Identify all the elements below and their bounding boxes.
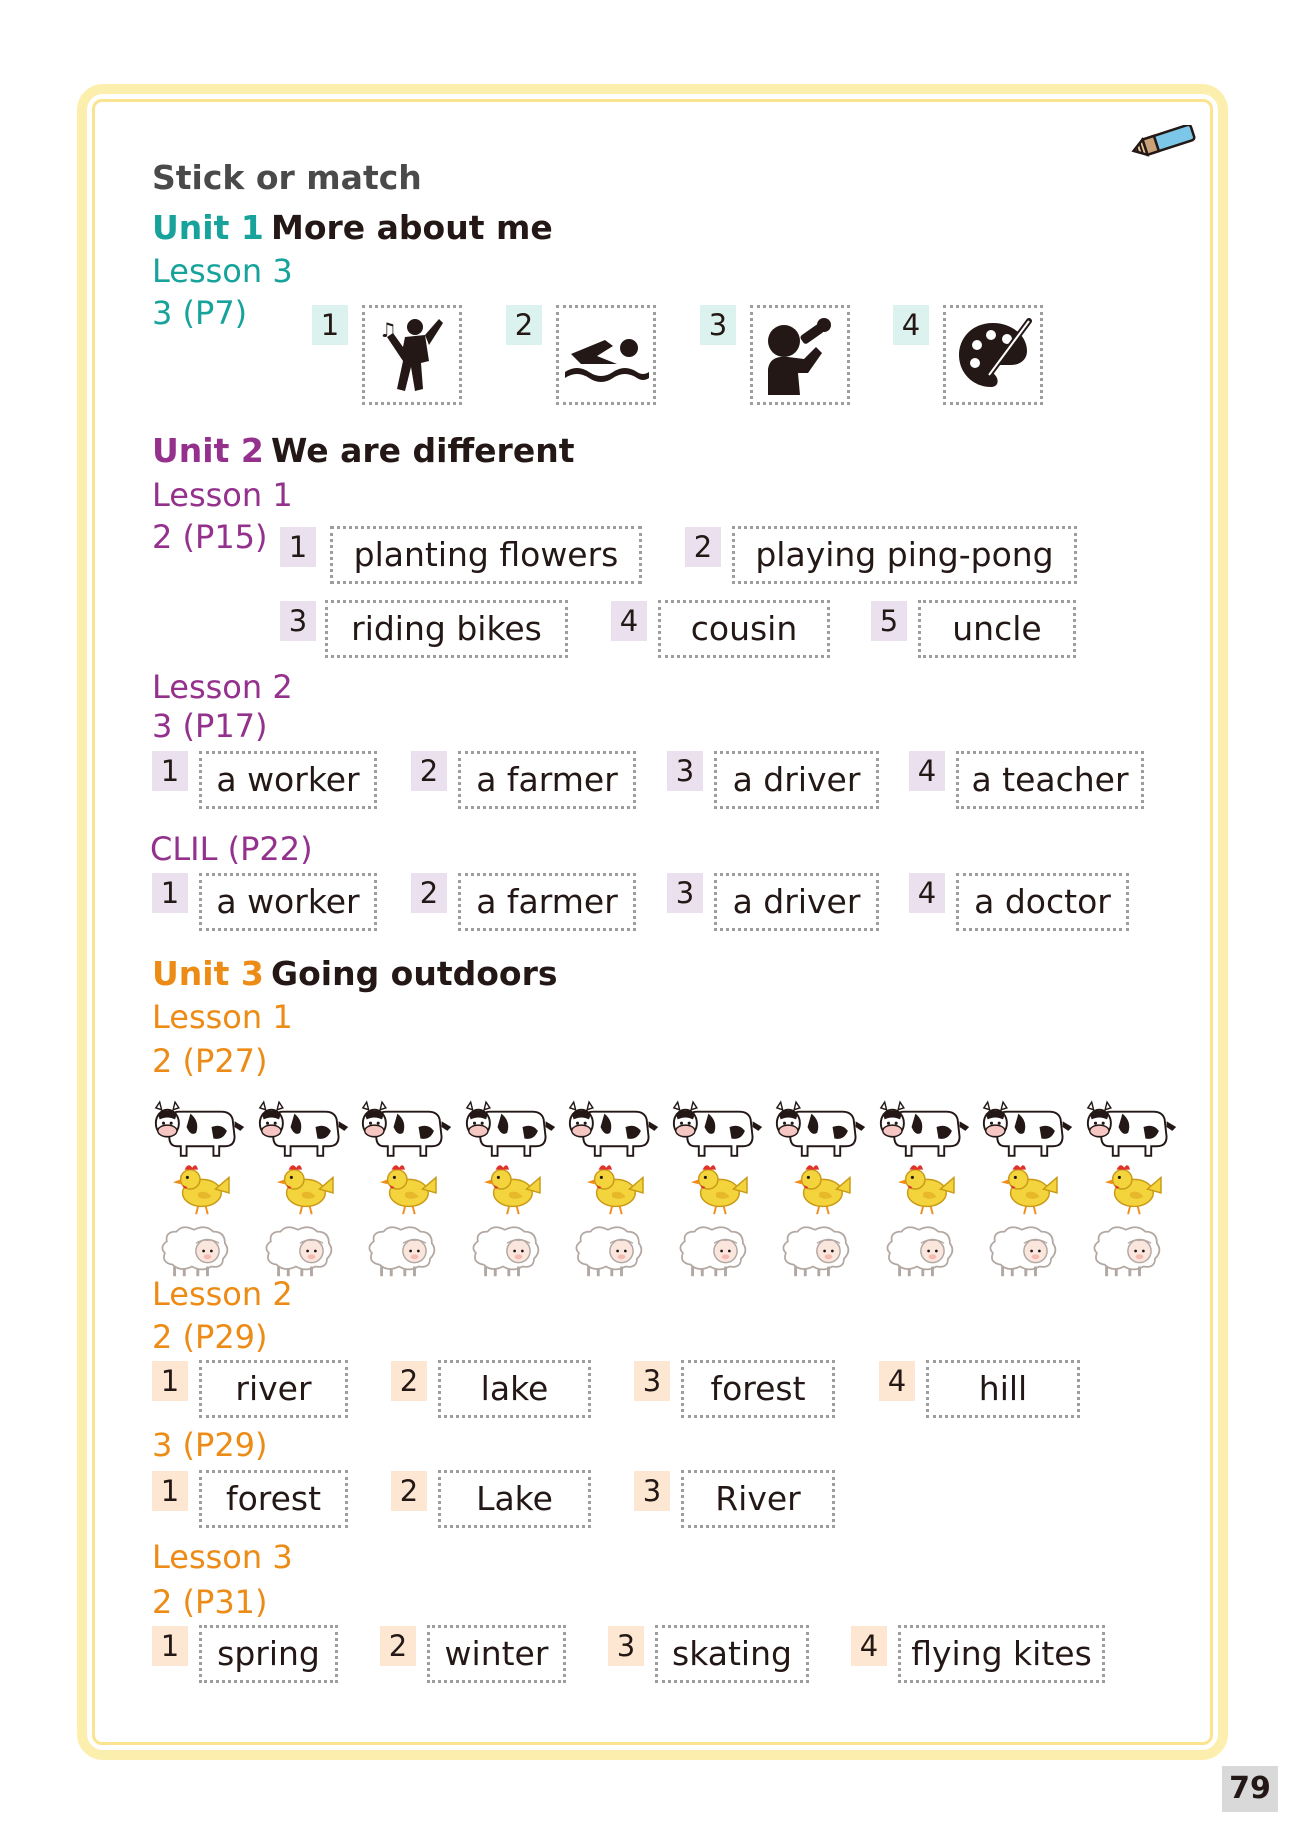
cow-icon[interactable] [152, 1096, 248, 1160]
sticker-slot-4[interactable] [943, 305, 1043, 405]
sheep-icon[interactable] [773, 1222, 853, 1282]
unit3-title: Going outdoors [271, 954, 558, 993]
item-number: 4 [851, 1626, 887, 1666]
item-number: 4 [893, 305, 929, 345]
answer-box[interactable]: river [199, 1360, 348, 1418]
item-number: 4 [879, 1361, 915, 1401]
unit2-label: Unit 2 [152, 431, 264, 470]
unit3-lesson2: Lesson 2 [152, 1275, 293, 1313]
item-number: 1 [152, 751, 188, 791]
page-number: 79 [1222, 1766, 1278, 1812]
item-number: 2 [411, 751, 447, 791]
unit2-clil: CLIL (P22) [150, 830, 313, 868]
unit3-lesson1: Lesson 1 [152, 998, 293, 1036]
hen-icon[interactable] [164, 1160, 234, 1220]
hen-icon[interactable] [785, 1160, 855, 1220]
answer-box[interactable]: uncle [918, 600, 1076, 658]
unit3-exercise4: 2 (P31) [152, 1583, 268, 1621]
painting-icon [953, 315, 1033, 395]
item-number: 2 [685, 527, 721, 567]
unit1-title: More about me [271, 208, 553, 247]
item-number: 2 [411, 873, 447, 913]
answer-box[interactable]: hill [926, 1360, 1080, 1418]
unit1-exercise: 3 (P7) [152, 294, 248, 332]
answer-box[interactable]: cousin [658, 600, 830, 658]
sheep-icon[interactable] [980, 1222, 1060, 1282]
cow-icon[interactable] [1084, 1096, 1180, 1160]
unit2-exercise1: 2 (P15) [152, 518, 268, 556]
item-number: 3 [634, 1471, 670, 1511]
item-number: 2 [391, 1361, 427, 1401]
item-number: 5 [871, 601, 907, 641]
sheep-icon[interactable] [670, 1222, 750, 1282]
item-number: 4 [611, 601, 647, 641]
unit1-lesson: Lesson 3 [152, 252, 293, 290]
answer-box[interactable]: forest [681, 1360, 835, 1418]
unit3-lesson3: Lesson 3 [152, 1538, 293, 1576]
svg-text:♫: ♫ [379, 318, 397, 342]
cow-icon[interactable] [670, 1096, 766, 1160]
unit2-title: We are different [271, 431, 575, 470]
item-number: 4 [909, 873, 945, 913]
item-number: 2 [380, 1626, 416, 1666]
answer-box[interactable]: Lake [438, 1470, 591, 1528]
hen-icon[interactable] [889, 1160, 959, 1220]
item-number: 1 [152, 1361, 188, 1401]
sheep-icon[interactable] [1084, 1222, 1164, 1282]
cow-icon[interactable] [566, 1096, 662, 1160]
cow-icon[interactable] [359, 1096, 455, 1160]
cow-icon[interactable] [877, 1096, 973, 1160]
unit2-lesson2: Lesson 2 [152, 668, 293, 706]
sheep-icon[interactable] [152, 1222, 232, 1282]
answer-box[interactable]: playing ping-pong [732, 526, 1077, 584]
item-number: 2 [391, 1471, 427, 1511]
hen-icon[interactable] [682, 1160, 752, 1220]
cow-icon[interactable] [773, 1096, 869, 1160]
item-number: 3 [667, 873, 703, 913]
sheep-icon[interactable] [463, 1222, 543, 1282]
item-number: 1 [312, 305, 348, 345]
answer-box[interactable]: winter [427, 1625, 566, 1683]
unit1-label: Unit 1 [152, 208, 264, 247]
sticker-slot-2[interactable] [556, 305, 656, 405]
hen-icon[interactable] [371, 1160, 441, 1220]
hen-icon[interactable] [1096, 1160, 1166, 1220]
item-number: 2 [506, 305, 542, 345]
unit3-exercise3: 3 (P29) [152, 1426, 268, 1464]
answer-box[interactable]: lake [438, 1360, 591, 1418]
item-number: 3 [667, 751, 703, 791]
hen-icon[interactable] [268, 1160, 338, 1220]
hen-icon[interactable] [992, 1160, 1062, 1220]
answer-box[interactable]: flying kites [898, 1625, 1105, 1683]
sheep-icon[interactable] [566, 1222, 646, 1282]
item-number: 1 [152, 1626, 188, 1666]
dancing-icon [377, 315, 447, 395]
pencil-icon [1130, 125, 1198, 157]
answer-box[interactable]: riding bikes [325, 600, 568, 658]
sheep-icon[interactable] [256, 1222, 336, 1282]
answer-box[interactable]: forest [199, 1470, 348, 1528]
sticker-slot-1[interactable] [362, 305, 462, 405]
answer-box[interactable]: a worker [199, 873, 377, 931]
unit2-lesson1: Lesson 1 [152, 476, 293, 514]
hen-icon[interactable] [475, 1160, 545, 1220]
page-heading: Stick or match [152, 158, 422, 197]
unit3-exercise2: 2 (P29) [152, 1318, 268, 1356]
answer-box[interactable]: a driver [714, 751, 879, 809]
answer-box[interactable]: a doctor [956, 873, 1129, 931]
answer-box[interactable]: a teacher [956, 751, 1144, 809]
answer-box[interactable]: a worker [199, 751, 377, 809]
answer-box[interactable]: a farmer [458, 751, 636, 809]
cow-icon[interactable] [463, 1096, 559, 1160]
item-number: 1 [280, 527, 316, 567]
item-number: 3 [634, 1361, 670, 1401]
swimming-icon [561, 320, 651, 390]
answer-box[interactable]: River [681, 1470, 835, 1528]
item-number: 3 [700, 305, 736, 345]
answer-box[interactable]: a driver [714, 873, 879, 931]
unit3-exercise1: 2 (P27) [152, 1042, 268, 1080]
singing-icon [760, 315, 840, 395]
answer-box[interactable]: spring [199, 1625, 338, 1683]
hen-icon[interactable] [578, 1160, 648, 1220]
item-number: 4 [909, 751, 945, 791]
item-number: 1 [152, 1471, 188, 1511]
cow-icon[interactable] [256, 1096, 352, 1160]
item-number: 3 [280, 601, 316, 641]
sheep-icon[interactable] [359, 1222, 439, 1282]
item-number: 3 [608, 1626, 644, 1666]
item-number: 1 [152, 873, 188, 913]
unit3-label: Unit 3 [152, 954, 264, 993]
answer-box[interactable]: a farmer [458, 873, 636, 931]
sheep-icon[interactable] [877, 1222, 957, 1282]
answer-box[interactable]: planting flowers [330, 526, 642, 584]
cow-icon[interactable] [980, 1096, 1076, 1160]
answer-box[interactable]: skating [655, 1625, 809, 1683]
sticker-slot-3[interactable] [750, 305, 850, 405]
unit2-exercise2: 3 (P17) [152, 707, 268, 745]
